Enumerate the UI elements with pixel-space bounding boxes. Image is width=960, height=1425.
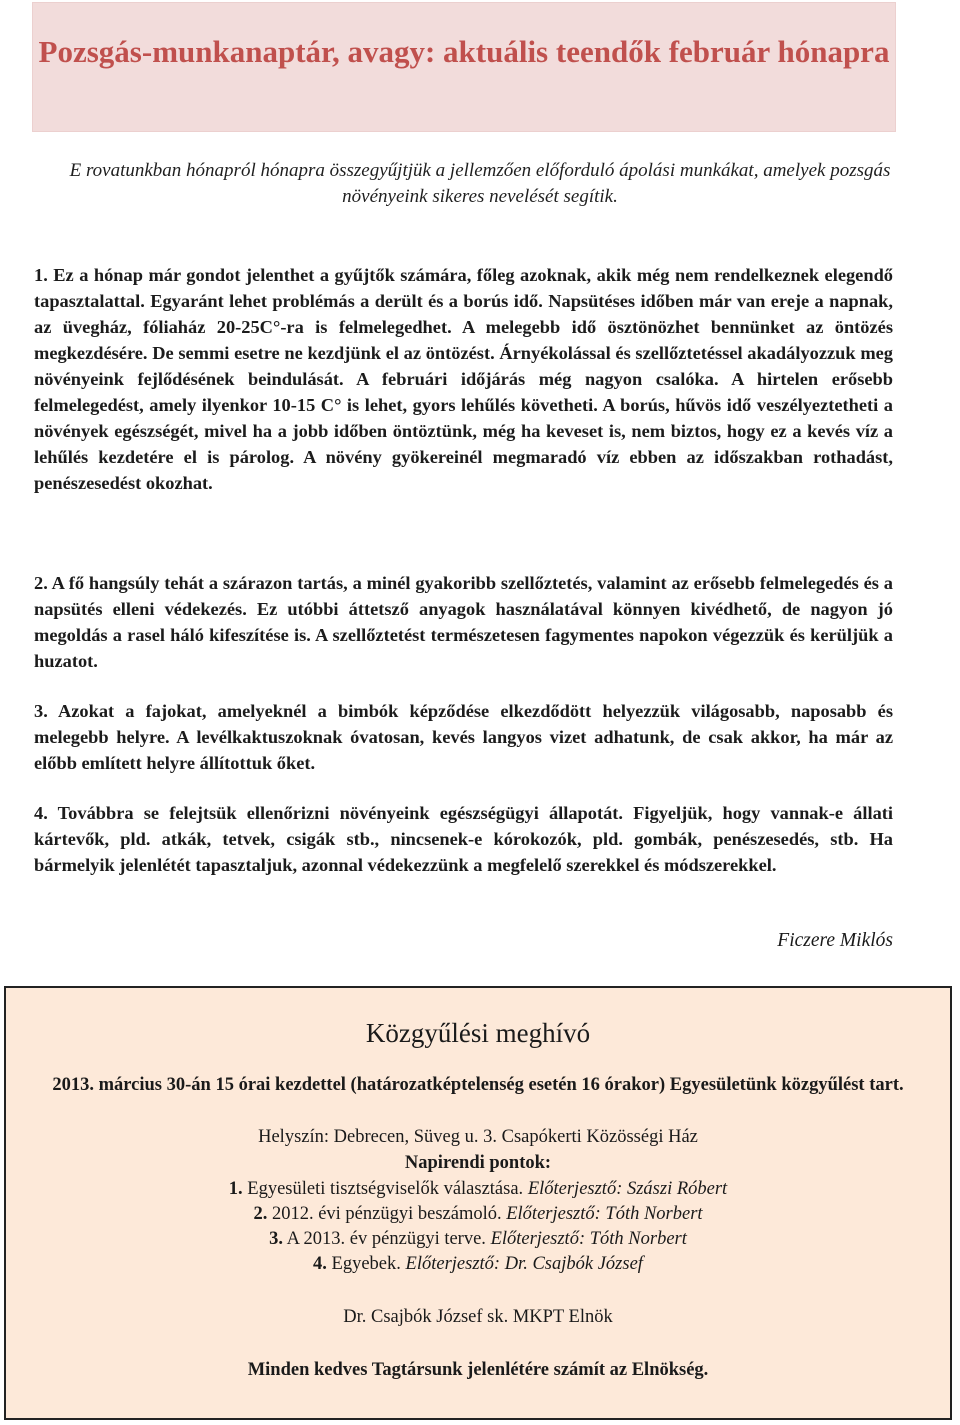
agenda-item: [6, 1201, 950, 1227]
article-item-3: 3. Azokat a fajokat, amelyeknél a bimbók képződése elkezdődött helyezzük világosabb, naposabb és melegebb helyre. A levélkaktuszoknak óvatosan, kevés langyos vizet adhatunk, de csak akkor, ha már az előbb említett helyre állítottuk őket.: [34, 701, 893, 773]
meeting-location: Helyszín: Debrecen, Süveg u. 3. Csapókerti Közösségi Ház: [258, 1127, 698, 1147]
agenda-item-number: 1.: [228, 1179, 243, 1199]
agenda-item: [6, 1251, 950, 1277]
agenda-item-text: Egyesületi tisztségviselők választása.: [247, 1179, 524, 1199]
agenda-item-number: 2.: [253, 1204, 268, 1224]
meeting-signature: Dr. Csajbók József sk. MKPT Elnök: [343, 1307, 613, 1327]
meeting-invitation-box: [4, 986, 952, 1420]
meeting-announcement: 2013. március 30-án 15 órai kezdettel (határozatképtelenség esetén 16 órakor) Egyesületünk közgyűlést tart.: [52, 1075, 904, 1095]
intro-text: E rovatunkban hónapról hónapra összegyűjtjük a jellemzően előforduló ápolási munkákat, amelyek pozsgás növényeink sikeres nevelését segítik.: [69, 160, 891, 207]
agenda-item-text: A 2013. év pénzügyi terve.: [286, 1229, 486, 1249]
agenda-item: [6, 1176, 950, 1202]
agenda-item-number: 3.: [269, 1229, 283, 1249]
agenda-item-number: 4.: [313, 1254, 327, 1274]
agenda-item-presenter: Előterjesztő: Dr. Csajbók József: [405, 1254, 643, 1274]
meeting-closing: Minden kedves Tagtársunk jelenlétére számít az Elnökség.: [247, 1360, 709, 1380]
agenda-heading: Napirendi pontok:: [404, 1153, 552, 1173]
article-item-2: 2. A fő hangsúly tehát a szárazon tartás, a minél gyakoribb szellőztetés, valamint az erősebb felmelegedés és a napsütés elleni védekezés. Ez utóbbi áttetsző anyagok használatával könnyen kivédhető, de nagyon jó megoldás a rasel háló kifeszítése is. A szellőztetést természetesen fagymentes napokon végezzük és kerüljük a huzatot.: [34, 573, 893, 671]
agenda-item-presenter: Előterjesztő: Tóth Norbert: [490, 1229, 687, 1249]
title-banner: [32, 2, 896, 132]
author-signature: Ficzere Miklós: [777, 930, 893, 951]
agenda-item-presenter: Előterjesztő: Szászi Róbert: [527, 1179, 728, 1199]
agenda-item-text: 2012. évi pénzügyi beszámoló.: [271, 1204, 502, 1224]
agenda-item-presenter: Előterjesztő: Tóth Norbert: [506, 1204, 703, 1224]
article-item-1: 1. Ez a hónap már gondot jelenthet a gyűjtők számára, főleg azoknak, akik még nem rendelkeznek elegendő tapasztalattal. Egyaránt lehet problémás a derült és a borús idő. Napsütéses időben már van ereje a napnak, az üvegház, fóliaház 20-25C°-ra is felmelegedhet. A melegebb idő ösztönözhet bennünket az öntözés megkezdésére. De semmi esetre ne kezdjünk el az öntözést. Árnyékolással és szellőztetéssel akadályozzuk meg növényeink fejlődésének beindulását. A februári időjárás még nagyon csalóka. A hirtelen erősebb felmelegedést, amely ilyenkor 10-15 C° is lehet, gyors lehűlés követheti. A borús, hűvös idő veszélyeztetheti a növények egészségét, mivel ha a jobb időben öntöztünk, még ha keveset is, nem biztos, hogy ez a kevés víz a lehűlés kezdetére el is párolog. A növény gyökereinél megmaradó víz ebben az időszakban rothadást, penészesedést okozhat.: [34, 265, 893, 493]
page-title: Pozsgás-munkanaptár, avagy: aktuális teendők február hónapra: [38, 34, 890, 69]
article-item-4: 4. Továbbra se felejtsük ellenőrizni növényeink egészségügyi állapotát. Figyeljük, hogy vannak-e állati kártevők, pld. atkák, tetvek, csigák stb., nincsenek-e kórokozók, pld. gombák, penészesedés, stb. Ha bármelyik jelenlétét tapasztaljuk, azonnal védekezzünk a megfelelő szerekkel és módszerekkel.: [34, 803, 893, 875]
meeting-title: Közgyűlési meghívó: [365, 1018, 591, 1048]
agenda-item: [6, 1226, 950, 1252]
agenda-item-text: Egyebek.: [331, 1254, 401, 1274]
